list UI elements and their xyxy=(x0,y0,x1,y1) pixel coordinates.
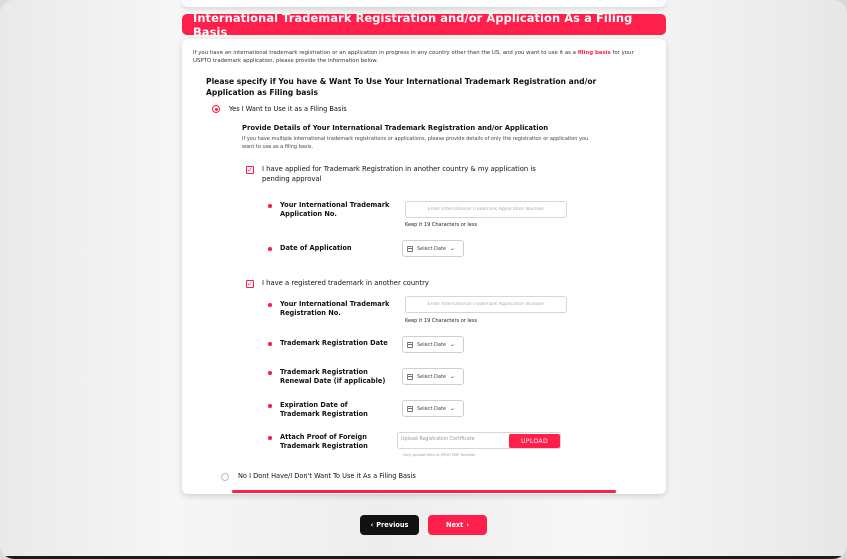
calendar-icon xyxy=(407,406,413,412)
registration-date-label: Trademark Registration Date xyxy=(280,339,388,347)
application-no-hint: Keep it 19 Characters or less xyxy=(405,222,478,228)
proof-label: Attach Proof of Foreign Trademark Registration xyxy=(280,433,368,450)
chevron-down-icon: ⌄ xyxy=(448,373,457,380)
no-radio-label[interactable]: No I Dont Have/I Don't Want To Use it As a Filing Basis xyxy=(238,472,416,480)
registration-no-input[interactable] xyxy=(405,296,567,313)
yes-radio-label[interactable]: Yes I Want to Use it as a Filing Basis xyxy=(229,105,347,113)
applied-checkbox-label[interactable]: I have applied for Trademark Registration in another country & my application is pending approval xyxy=(262,165,536,183)
date-of-application-select[interactable] xyxy=(402,240,464,257)
registration-no-hint: Keep it 19 Characters or less xyxy=(405,318,478,324)
intro-text xyxy=(193,49,653,66)
next-button[interactable] xyxy=(428,515,487,535)
chevron-down-icon: ⌄ xyxy=(448,245,457,252)
yes-radio[interactable] xyxy=(212,105,220,113)
registration-date-select[interactable] xyxy=(402,336,464,353)
required-bullet xyxy=(268,404,272,408)
date-select-value: Select Date xyxy=(417,373,446,380)
date-select-value: Select Date xyxy=(417,341,446,348)
date-of-application-label: Date of Application xyxy=(280,244,352,252)
applied-checkbox[interactable]: ✓ xyxy=(247,166,253,174)
required-bullet xyxy=(268,436,272,440)
section-header xyxy=(182,10,666,39)
next-label: Next xyxy=(445,521,464,529)
chevron-right-icon: › xyxy=(466,521,470,529)
required-bullet xyxy=(268,342,272,346)
date-select-value: Select Date xyxy=(417,245,446,252)
expiration-date-label: Expiration Date of Trademark Registration xyxy=(280,401,368,418)
previous-label: Previous xyxy=(376,521,409,529)
details-note: If you have multiple international trademark registrations or applications, please provide details of only the registration or application you want to use as a filing basis. xyxy=(242,136,589,150)
calendar-icon xyxy=(407,246,413,252)
expiration-date-select[interactable] xyxy=(402,400,464,417)
previous-card-edge xyxy=(182,0,666,7)
required-bullet xyxy=(268,303,272,307)
renewal-date-label: Trademark Registration Renewal Date (if applicable) xyxy=(280,368,386,385)
upload-format-note: Only upload files in JPEG/ PDF formats xyxy=(403,452,476,457)
card-bottom-accent xyxy=(232,490,616,493)
calendar-icon xyxy=(407,374,413,380)
upload-placeholder: Upload Registration Certificate xyxy=(401,437,475,442)
renewal-date-select[interactable] xyxy=(402,368,464,385)
intro-part-2: for your USPTO trademark application, please provide the information below. xyxy=(193,50,634,65)
application-no-input[interactable] xyxy=(405,201,567,218)
intro-part-1: If you have an international trademark registration or an application in progress in any country other than the US, and you want to use it as a xyxy=(193,50,576,56)
registration-no-label: Your International Trademark Registration No. xyxy=(280,300,390,317)
details-title: Provide Details of Your International Trademark Registration and/or Application xyxy=(242,124,549,132)
application-no-label: Your International Trademark Application No. xyxy=(280,201,390,218)
no-radio[interactable] xyxy=(221,473,229,481)
previous-button[interactable] xyxy=(360,515,419,535)
chevron-left-icon: ‹ xyxy=(370,521,374,529)
upload-button[interactable]: UPLOAD xyxy=(509,434,560,448)
chevron-down-icon: ⌄ xyxy=(448,341,457,348)
section-title: International Trademark Registration and/or Application As a Filing Basis xyxy=(193,10,633,39)
filing-basis-question: Please specify if You have & Want To Use Your International Trademark Registration and/or Application as Filing basis xyxy=(206,77,597,97)
required-bullet xyxy=(268,247,272,251)
calendar-icon xyxy=(407,342,413,348)
date-select-value: Select Date xyxy=(417,405,446,412)
registered-checkbox[interactable]: ✓ xyxy=(247,280,253,288)
filing-basis-link[interactable]: filing basis xyxy=(577,50,611,56)
chevron-down-icon: ⌄ xyxy=(448,405,457,412)
required-bullet xyxy=(268,371,272,375)
registered-checkbox-label[interactable]: I have a registered trademark in another country xyxy=(262,279,429,287)
required-bullet xyxy=(268,204,272,208)
